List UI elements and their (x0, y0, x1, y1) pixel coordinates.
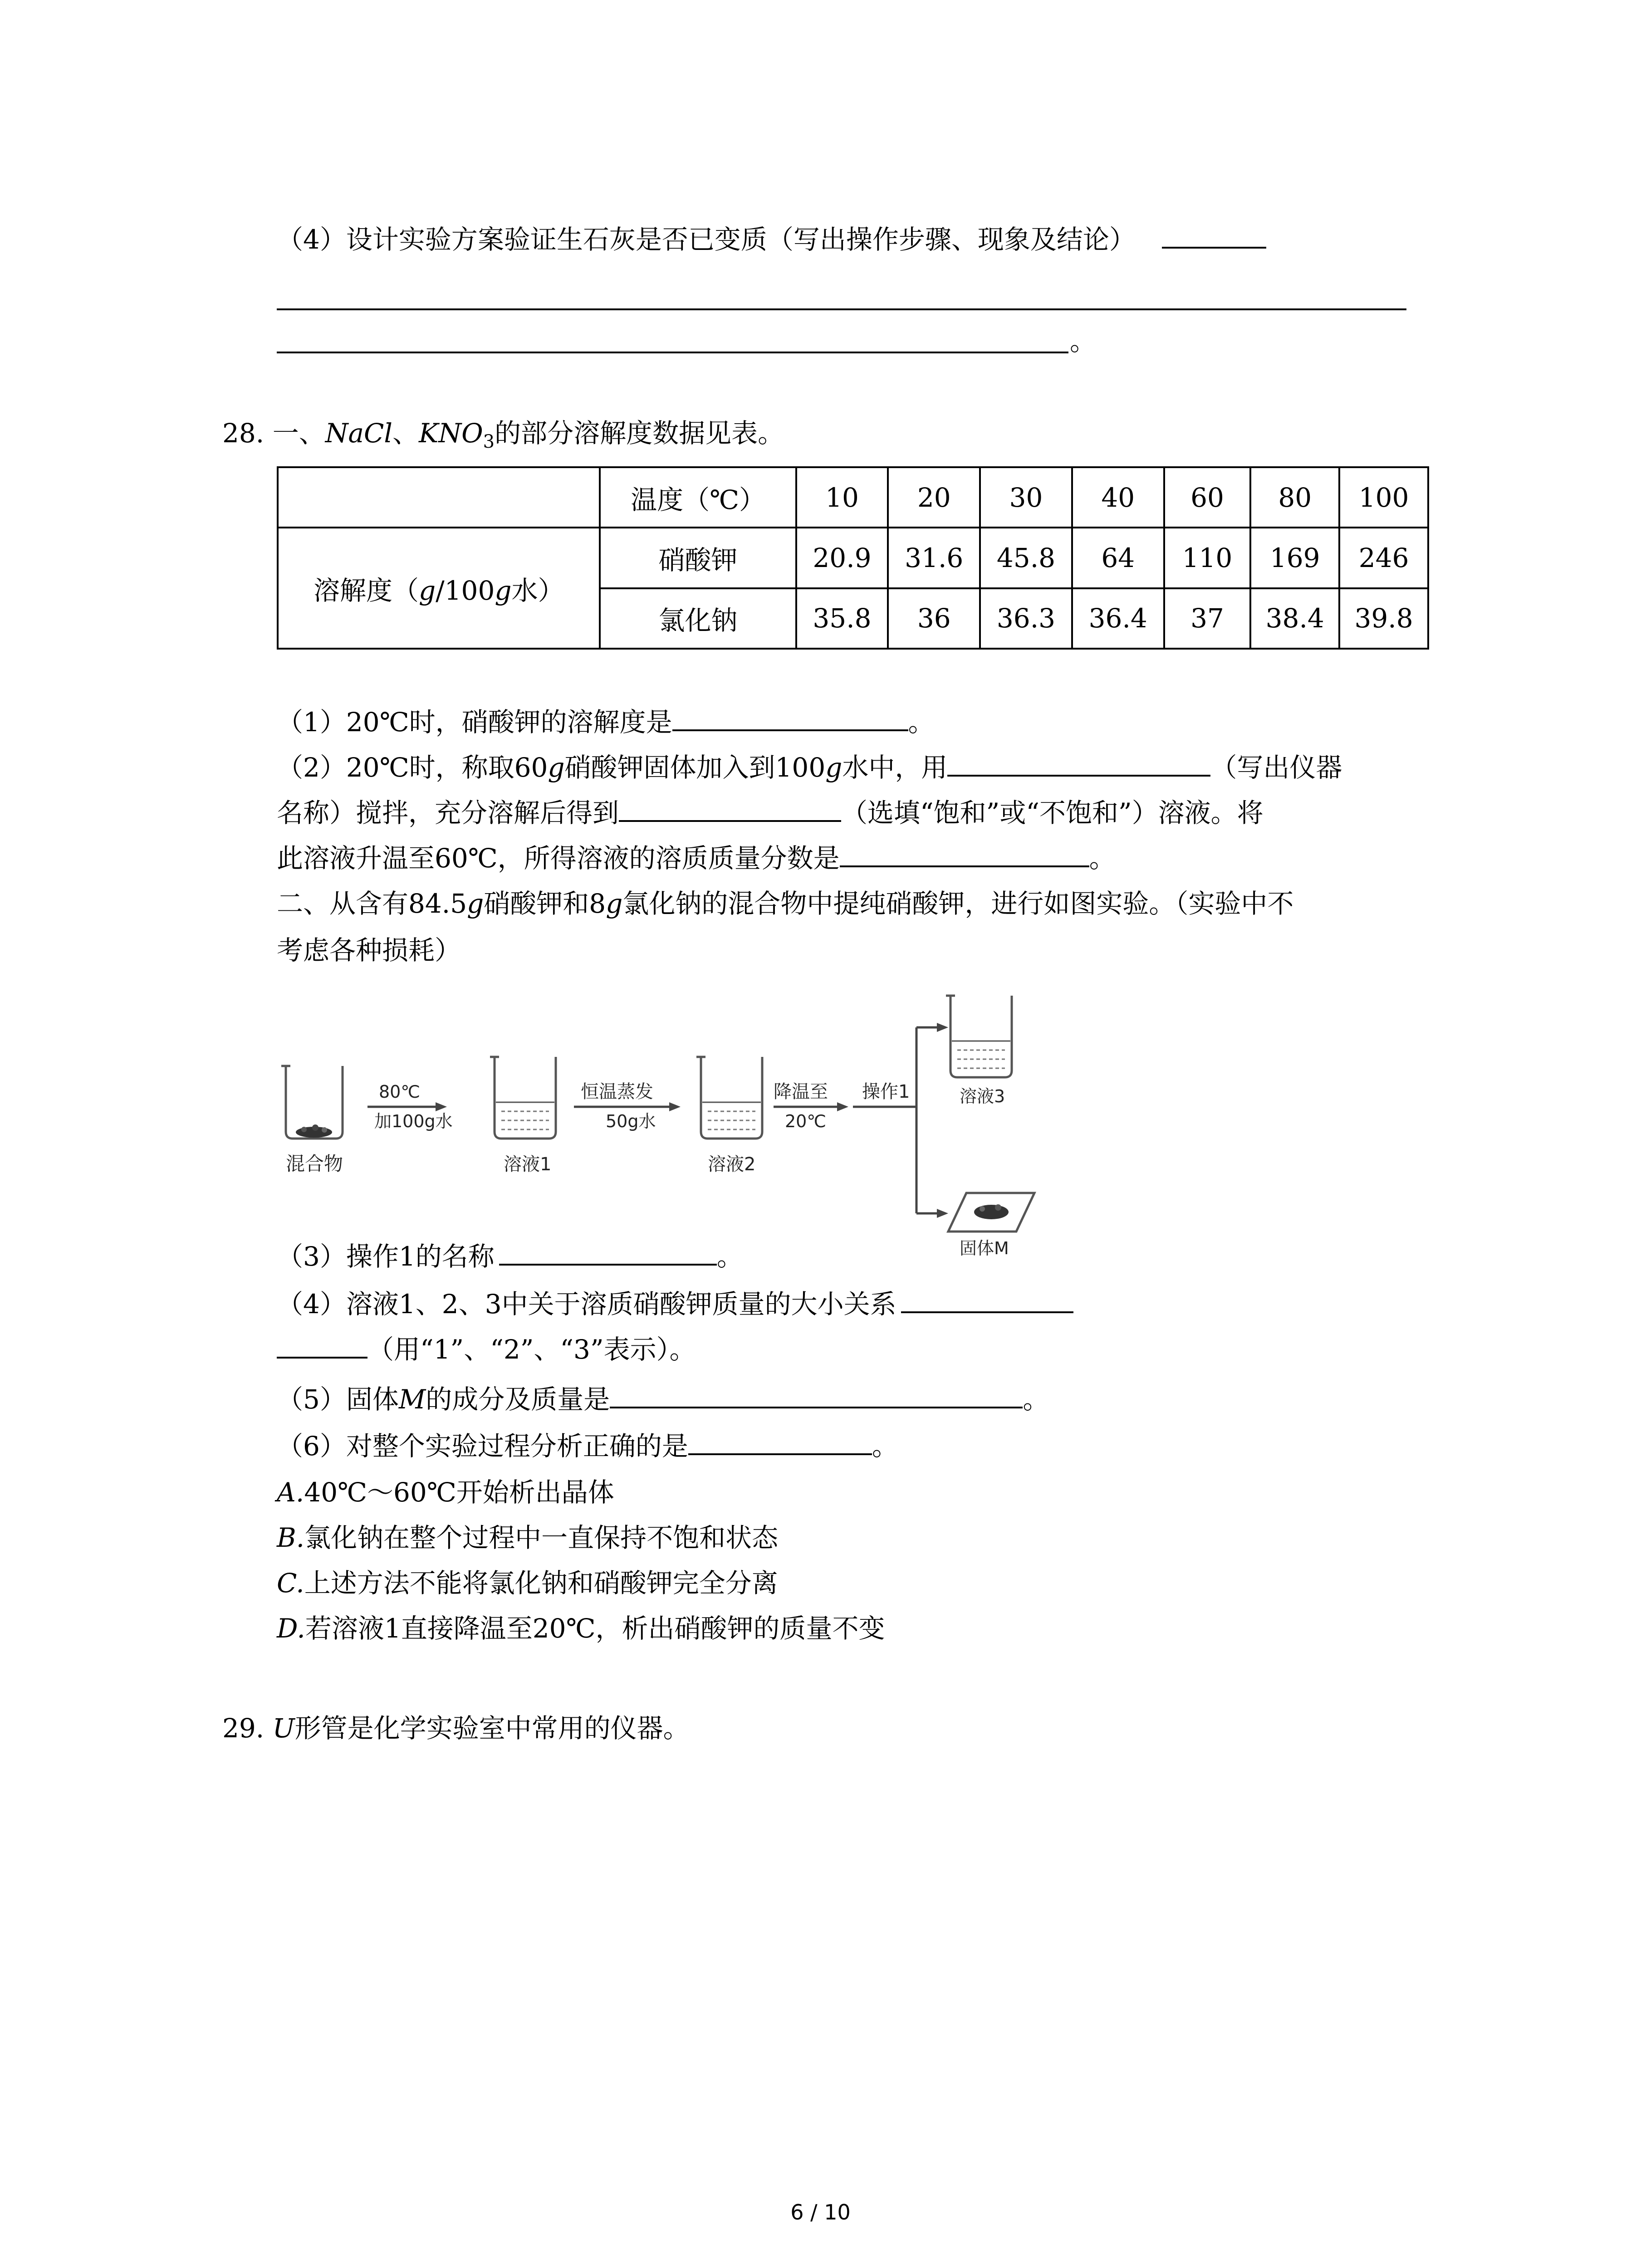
answer-blank[interactable] (672, 704, 908, 731)
table-cell: 37 (1164, 588, 1251, 649)
q28-sub1: （1）20℃时，硝酸钾的溶解度是 。 (277, 704, 935, 740)
q28-sub4-line2: （用“1”、“2”、“3”表示）。 (277, 1331, 696, 1368)
table-header-cell: 20 (888, 467, 980, 528)
option-a[interactable]: A.40℃～60℃开始析出晶体 (277, 1477, 614, 1508)
answer-blank[interactable] (688, 1428, 872, 1455)
table-cell: 38.4 (1250, 588, 1339, 649)
table-header-cell: 10 (796, 467, 888, 528)
table-cell: 36.3 (980, 588, 1072, 649)
answer-blank[interactable] (619, 795, 841, 822)
beaker-solution-1 (490, 1057, 556, 1139)
question-number: 28. (222, 418, 265, 449)
step1-bottom-label: 加100g水 (374, 1111, 453, 1131)
table-cell: 36.4 (1072, 588, 1164, 649)
table-cell: 20.9 (796, 528, 888, 588)
table-header-cell: 温度（℃） (600, 467, 796, 528)
table-cell: 氯化钠 (600, 588, 796, 649)
table-cell: 169 (1250, 528, 1339, 588)
table-header-cell: 80 (1250, 467, 1339, 528)
step2-bottom-label: 50g水 (606, 1111, 656, 1131)
answer-blank[interactable] (610, 1381, 1023, 1408)
option-b[interactable]: B.氯化钠在整个过程中一直保持不饱和状态 (277, 1522, 779, 1553)
end-mark: 。 (1070, 326, 1097, 357)
arrow-head (937, 1209, 948, 1218)
answer-blank[interactable] (499, 1238, 717, 1266)
answer-blank[interactable] (947, 749, 1210, 777)
answer-line[interactable] (277, 352, 1068, 353)
question-number: 29. (222, 1713, 265, 1744)
step3-top-label: 降温至 (774, 1081, 828, 1102)
table-cell: 35.8 (796, 588, 888, 649)
q29: 29. U形管是化学实验室中常用的仪器。 (222, 1713, 690, 1744)
table-header-cell: 30 (980, 467, 1072, 528)
solubility-table (277, 466, 1429, 650)
answer-blank[interactable] (901, 1286, 1073, 1313)
table-header-cell: 100 (1339, 467, 1428, 528)
solid-m-filter-paper (948, 1193, 1034, 1232)
table-header-cell: 40 (1072, 467, 1164, 528)
answer-line[interactable] (277, 308, 1406, 310)
arrow-head (837, 1102, 848, 1111)
q28-part2-intro-line2: 考虑各种损耗） (277, 935, 461, 966)
beaker-mixture (281, 1066, 343, 1139)
solid-m-label: 固体M (960, 1238, 1009, 1258)
table-cell: 246 (1339, 528, 1428, 588)
table-row (278, 467, 1428, 528)
step1-top-label: 80℃ (379, 1082, 421, 1102)
beaker-solution-3 (946, 996, 1012, 1077)
table-cell: 39.8 (1339, 588, 1428, 649)
table-cell: 110 (1164, 528, 1251, 588)
q28-part2-intro: 二、从含有84.5g硝酸钾和8g氯化钠的混合物中提纯硝酸钾，进行如图实验。（实验中不 (277, 888, 1294, 919)
q28-sub5: （5）固体M的成分及质量是 。 (277, 1381, 1049, 1418)
table-header-cell: 60 (1164, 467, 1251, 528)
q28-sub3: （3）操作1的名称 。 (277, 1238, 743, 1275)
row-label-cell: 溶解度（g/100g水） (278, 528, 600, 649)
table-cell: 硝酸钾 (600, 528, 796, 588)
solution1-label: 溶液1 (504, 1154, 552, 1175)
q28-sub4: （4）溶液1、2、3中关于溶质硝酸钾质量的大小关系 (277, 1286, 1073, 1322)
beaker-solution-2 (696, 1057, 762, 1139)
table-cell: 31.6 (888, 528, 980, 588)
arrow-head (937, 1023, 948, 1032)
q27-part4: （4）设计实验方案验证生石灰是否已变质（写出操作步骤、现象及结论） (277, 221, 1266, 258)
option-c[interactable]: C.上述方法不能将氯化钠和硝酸钾完全分离 (277, 1568, 778, 1598)
table-cell (278, 467, 600, 528)
q28-sub6: （6）对整个实验过程分析正确的是 。 (277, 1428, 898, 1464)
solution2-label: 溶液2 (708, 1154, 756, 1175)
page-number: 6 / 10 (790, 2200, 851, 2224)
option-d[interactable]: D.若溶液1直接降温至20℃，析出硝酸钾的质量不变 (277, 1613, 885, 1644)
solution3-label: 溶液3 (960, 1086, 1005, 1106)
table-cell: 45.8 (980, 528, 1072, 588)
answer-blank[interactable] (277, 1331, 367, 1359)
operation1-label: 操作1 (862, 1081, 910, 1102)
arrow-head (669, 1102, 681, 1111)
table-cell: 64 (1072, 528, 1164, 588)
q28-sub2: （2）20℃时，称取60g硝酸钾固体加入到100g水中，用 （写出仪器 (277, 749, 1342, 786)
answer-blank[interactable] (840, 840, 1089, 867)
step3-bottom-label: 20℃ (785, 1111, 827, 1131)
q28-sub2-line2: 名称）搅拌，充分溶解后得到 （选填“饱和”或“不饱和”）溶液。将 (277, 795, 1264, 831)
arrow-head (436, 1102, 447, 1111)
q28-sub2-line3: 此溶液升温至60℃，所得溶液的溶质质量分数是 。 (277, 840, 1116, 876)
mixture-label: 混合物 (286, 1153, 343, 1175)
table-cell: 36 (888, 588, 980, 649)
table-row (278, 528, 1428, 588)
answer-blank[interactable] (1162, 221, 1266, 249)
step2-top-label: 恒温蒸发 (581, 1081, 653, 1102)
q28-intro: 28. 一、NaCl、$KNO_3$的部分溶解度数据见表。 (222, 418, 784, 452)
